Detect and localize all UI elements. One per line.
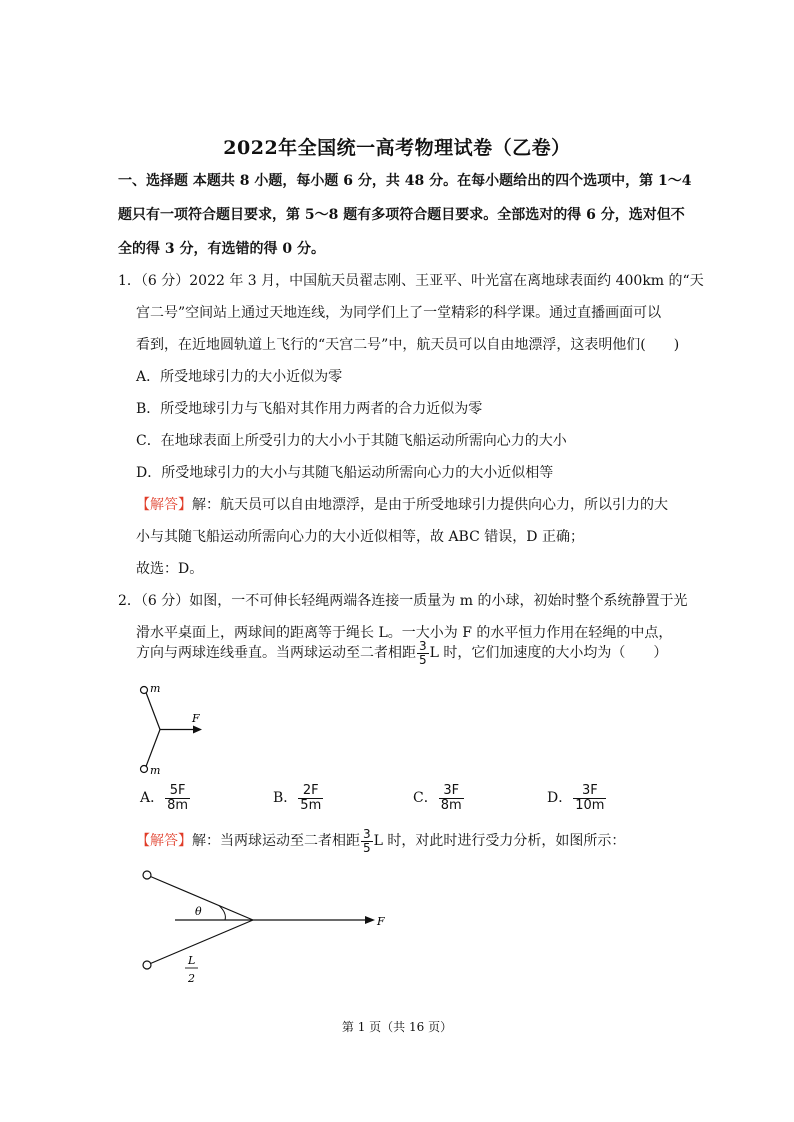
q2-fig1-bottom-label: m: [150, 764, 161, 777]
q2-answer-line: [136, 828, 625, 854]
q2-fig1-lower-rope: [146, 730, 160, 767]
q1-stem-line-1: 1．（6 分）2022 年 3 月，中国航天员翟志刚、王亚平、叶光富在离地球表面约 400km 的“天: [118, 273, 704, 289]
q2-stem-fraction-den: 5: [419, 652, 427, 667]
q2-option-b-den: 5m: [300, 797, 322, 813]
q1-answer-line-2: 小与其随飞船运动所需向心力的大小近似相等，故 ABC 错误，D 正确；: [136, 529, 584, 545]
q2-fig2-bottom-ball: [143, 961, 151, 969]
q2-option-d-den: 10m: [575, 797, 605, 813]
q2-fig2-upper-rope: [151, 877, 254, 921]
q2-answer-tag: 【解答】: [136, 833, 192, 850]
q2-option-a-num: 5F: [165, 784, 190, 799]
q2-fig1-force-arrowhead: [193, 726, 202, 734]
q2-option-c-fraction: [439, 784, 464, 812]
q1-answer-line-3: 故选：D。: [136, 561, 204, 577]
q2-fig2-force-arrowhead: [365, 916, 375, 924]
q2-figure-2: [135, 865, 395, 990]
page-footer: 第 1 页（共 16 页）: [341, 1020, 453, 1034]
q2-answer-before: 解：当两球运动至二者相距: [192, 833, 360, 850]
q2-figure-1: [130, 680, 220, 780]
q2-fig1-upper-rope: [146, 693, 160, 730]
q2-stem-fraction-num: 3: [419, 639, 427, 653]
q2-answer-fraction: [361, 828, 373, 854]
q2-option-c-num: 3F: [439, 784, 464, 799]
q1-stem-line-2: 宫二号”空间站上通过天地连线，为同学们上了一堂精彩的科学课。通过直播画面可以: [136, 305, 662, 321]
q2-answer-after: L 时，对此时进行受力分析，如图所示：: [373, 833, 626, 850]
q2-stem-line-3-after: L 时，它们加速度的大小均为（ ）: [429, 645, 668, 662]
q2-answer-fraction-num: 3: [363, 827, 371, 841]
q2-fig1-top-label: m: [150, 682, 161, 695]
q2-option-b-letter: B．: [273, 790, 298, 807]
q2-fig2-top-ball: [143, 871, 151, 879]
q2-answer-fraction-den: 5: [363, 840, 371, 855]
section-intro-line-2: 题只有一项符合题目要求，第 5～8 题有多项符合题目要求。全部选对的得 6 分，选对但不: [118, 207, 685, 223]
q1-stem-line-3: 看到，在近地圆轨道上飞行的“天宫二号”中，航天员可以自由地漂浮，这表明他们( ): [136, 337, 680, 353]
q2-option-b-fraction: [298, 784, 323, 812]
q1-answer-line-1: [136, 494, 668, 514]
section-intro-line-1: 一、选择题 本题共 8 小题，每小题 6 分，共 48 分。在每小题给出的四个选项中，第 1～4: [118, 173, 692, 189]
q1-answer-tag: 【解答】: [136, 497, 192, 513]
q2-option-a-fraction: [165, 784, 190, 812]
q2-option-c-den: 8m: [440, 797, 462, 813]
q2-stem-fraction: [417, 640, 429, 666]
q1-option-c: C．在地球表面上所受引力的大小小于其随飞船运动所需向心力的大小: [136, 433, 567, 449]
q2-stem-line-1: 2．（6 分）如图，一不可伸长轻绳两端各连接一质量为 m 的小球，初始时整个系统静置于光: [118, 593, 688, 609]
q1-option-a: A．所受地球引力的大小近似为零: [136, 369, 343, 385]
q2-fig1-force-label: F: [192, 712, 200, 725]
q2-option-d-num: 3F: [573, 784, 606, 799]
q2-option-a: [140, 784, 191, 812]
q2-option-b-num: 2F: [298, 784, 323, 799]
q2-option-c: [413, 784, 465, 812]
section-intro-line-3: 全的得 3 分，有选错的得 0 分。: [118, 241, 325, 257]
q2-option-d: [547, 784, 607, 812]
q1-option-d: D．所受地球引力的大小与其随飞船运动所需向心力的大小近似相等: [136, 465, 554, 481]
q2-fig2-length-den: 2: [188, 972, 195, 985]
q2-option-b: [273, 784, 324, 812]
q2-option-a-letter: A．: [140, 790, 165, 807]
q2-option-d-fraction: [573, 784, 606, 812]
q2-fig2-force-label: F: [377, 915, 385, 928]
q2-option-d-letter: D．: [547, 790, 573, 807]
q2-fig2-length-num: L: [188, 954, 196, 967]
q1-option-b: B．所受地球引力与飞船对其作用力两者的合力近似为零: [136, 401, 483, 417]
q2-fig2-lower-rope: [151, 920, 254, 964]
q2-option-c-letter: C．: [413, 790, 438, 807]
q2-fig2-angle-label: θ: [195, 905, 202, 918]
q1-answer-text-1: 解：航天员可以自由地漂浮，是由于所受地球引力提供向心力，所以引力的大: [192, 497, 668, 513]
q2-stem-line-3: [136, 640, 667, 666]
q2-stem-line-2: 滑水平桌面上，两球间的距离等于绳长 L。一大小为 F 的水平恒力作用在轻绳的中点，: [136, 625, 673, 641]
q2-stem-line-3-before: 方向与两球连线垂直。当两球运动至二者相距: [136, 645, 416, 662]
q2-option-a-den: 8m: [167, 797, 189, 813]
page-title: 2022年全国统一高考物理试卷（乙卷）: [223, 137, 571, 159]
